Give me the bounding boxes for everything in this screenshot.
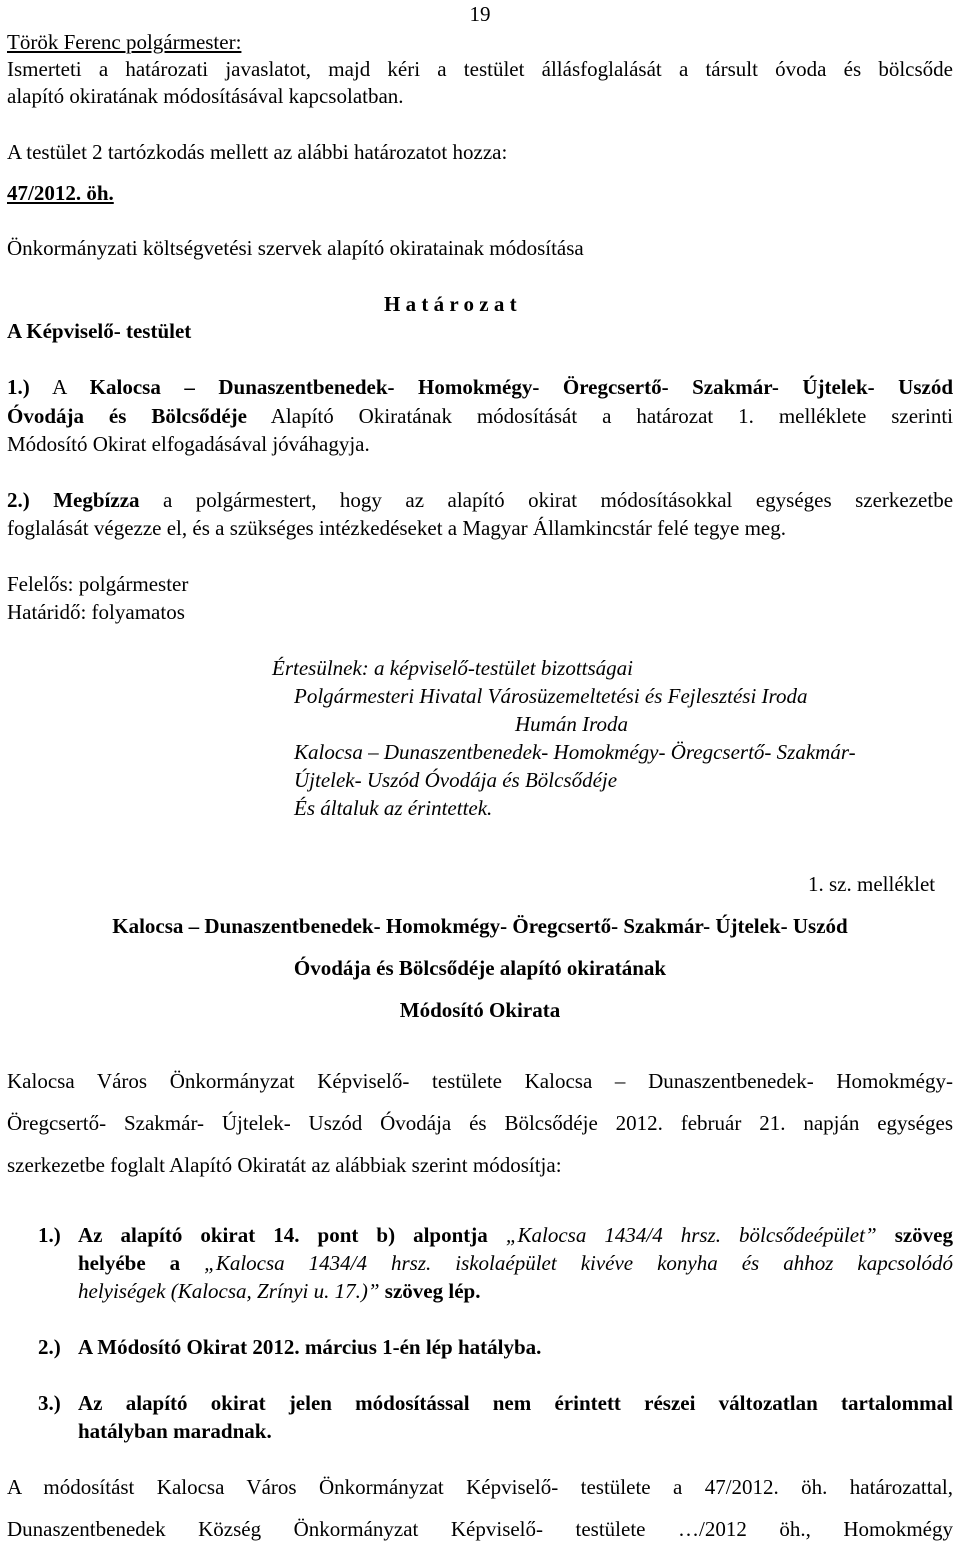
closing-line-1: A módosítást Kalocsa Város Önkormányzat Képviselő- testülete a 47/2012. öh. határozattal, — [7, 1475, 953, 1499]
annex-item-1-ital-2: „Kalocsa 1434/4 hrsz. iskolaépület kivéve konyha és ahhoz kapcsolódó — [204, 1251, 954, 1275]
point-1-line-3: Módosító Okirat elfogadásával jóváhagyja. — [7, 432, 370, 456]
annex-item-1-ital-3: helyiségek (Kalocsa, Zrínyi u. 17.)” — [78, 1279, 380, 1303]
annex-item-3-line-1: Az alapító okirat jelen módosítással nem érintett részei változatlan tartalommal — [78, 1391, 953, 1415]
point-1-a: A — [52, 375, 67, 399]
point-2-line-1 — [7, 488, 953, 512]
annex-title-line-3: Módosító Okirata — [399, 998, 561, 1022]
annex-item-3-number: 3.) — [38, 1391, 61, 1415]
resolution-subject: Önkormányzati költségvetési szervek alapító okiratainak módosítása — [7, 236, 584, 260]
annex-item-1-bold-4: szöveg lép. — [384, 1279, 481, 1303]
annex-intro-line-1: Kalocsa Város Önkormányzat Képviselő- testülete Kalocsa – Dunaszentbenedek- Homokmégy- — [7, 1069, 953, 1093]
notified-line-4: Kalocsa – Dunaszentbenedek- Homokmégy- Öregcsertő- Szakmár- — [294, 740, 856, 764]
notified-line-1: Értesülnek: a képviselő-testület bizottságai — [272, 656, 633, 680]
notified-line-2: Polgármesteri Hivatal Városüzemeltetési és Fejlesztési Iroda — [294, 684, 808, 708]
annex-item-1-number: 1.) — [38, 1223, 61, 1247]
point-1-institution: Kalocsa – Dunaszentbenedek- Homokmégy- Öregcsertő- Szakmár- Újtelek- Uszód — [89, 375, 953, 399]
annex-item-1-bold-1: Az alapító okirat 14. pont b) alpontja — [78, 1223, 488, 1247]
notified-line-3: Humán Iroda — [515, 712, 628, 736]
speaker-name: Török Ferenc polgármester: — [7, 30, 242, 54]
intro-line-1: Ismerteti a határozati javaslatot, majd kéri a testület állásfoglalását a társult óvoda és bölcsőde — [7, 57, 953, 81]
point-1-line-1 — [7, 375, 953, 399]
annex-item-1-line-2 — [78, 1251, 953, 1275]
vote-text: A testület 2 tartózkodás mellett az alábbi határozatot hozza: — [7, 140, 508, 164]
annex-item-2-text: A Módosító Okirat 2012. március 1-én lép hatályba. — [78, 1335, 542, 1359]
annex-item-1-bold-2: szöveg — [894, 1223, 954, 1247]
page-number: 19 — [469, 2, 491, 26]
annex-item-2-number: 2.) — [38, 1335, 61, 1359]
responsible: Felelős: polgármester — [7, 572, 189, 596]
notified-line-6: És általuk az érintettek. — [294, 796, 493, 820]
point-2-bold-word: Megbízza — [53, 488, 140, 512]
hatarozat-title: H a t á r o z a t — [384, 292, 517, 316]
annex-item-3-line-2: hatályban maradnak. — [78, 1419, 272, 1443]
point-2-rest: a polgármestert, hogy az alapító okirat módosításokkal egységes szerkezetbe — [162, 488, 954, 512]
annex-item-1-line-3 — [78, 1279, 953, 1303]
notified-line-5: Újtelek- Uszód Óvodája és Bölcsődéje — [294, 768, 618, 792]
intro-line-2: alapító okiratának módosításával kapcsolatban. — [7, 84, 404, 108]
point-1-line-2 — [7, 404, 953, 428]
annex-intro-line-3: szerkezetbe foglalt Alapító Okiratát az alábbiak szerint módosítja: — [7, 1153, 562, 1177]
annex-item-1-line-1 — [78, 1223, 953, 1247]
point-1-number: 1.) — [7, 375, 30, 399]
body-label: A Képviselő- testület — [7, 319, 192, 343]
point-2-line-2: foglalását végezze el, és a szükséges intézkedéseket a Magyar Államkincstár felé tegye meg. — [7, 516, 786, 540]
annex-title-line-1: Kalocsa – Dunaszentbenedek- Homokmégy- Öregcsertő- Szakmár- Újtelek- Uszód — [112, 914, 848, 938]
closing-line-2: Dunaszentbenedek Község Önkormányzat Képviselő- testülete …/2012 öh., Homokmégy — [7, 1517, 953, 1541]
deadline: Határidő: folyamatos — [7, 600, 185, 624]
annex-item-1-bold-3: helyébe a — [78, 1251, 181, 1275]
point-1-rest: Alapító Okiratának módosítását a határozat 1. melléklete szerinti — [270, 404, 954, 428]
annex-title-line-2: Óvodája és Bölcsődéje alapító okiratának — [293, 956, 667, 980]
resolution-number: 47/2012. öh. — [7, 181, 114, 205]
annex-label: 1. sz. melléklet — [808, 872, 936, 896]
annex-intro-line-2: Öregcsertő- Szakmár- Újtelek- Uszód Óvodája és Bölcsődéje 2012. február 21. napján egységes — [7, 1111, 953, 1135]
annex-item-1-ital-1: „Kalocsa 1434/4 hrsz. bölcsődeépület” — [505, 1223, 877, 1247]
point-1-institution-cont: Óvodája és Bölcsődéje — [7, 404, 247, 428]
point-2-number: 2.) — [7, 488, 30, 512]
